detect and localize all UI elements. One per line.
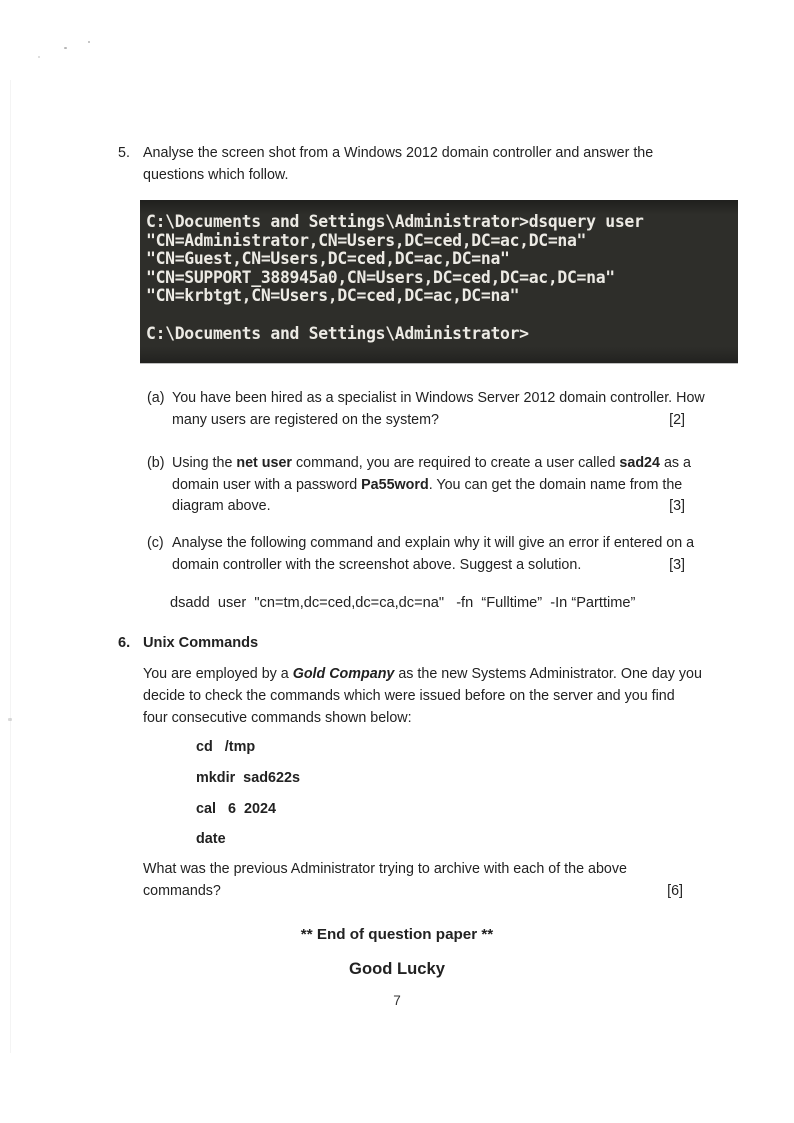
text-segment: sad24 [619,455,660,471]
part-a-label: (a) [147,390,165,406]
text-segment: command, you are required to create a user called [292,455,620,471]
part-b-line [172,475,685,497]
question-5-part-b [147,453,691,518]
scan-edge-line [10,80,11,1053]
part-a-body [172,388,705,431]
intro-line: questions which follow. [143,166,289,183]
question-5-part-a [147,388,705,431]
terminal-line: "CN=Guest,CN=Users,DC=ced,DC=ac,DC=na" [146,249,510,269]
part-c-label: (c) [147,535,164,551]
text-segment: diagram above. [172,498,271,514]
part-b-text [172,453,691,518]
text-segment: domain user with a password [172,476,362,493]
intro-line: Analyse the screen shot from a Windows 2012 domain controller and answer the [143,145,654,161]
question-6-closing [143,859,683,903]
part-b-marks: [3] [669,498,685,514]
text-segment: four consecutive commands shown below: [143,709,412,726]
question-5-intro-text [143,143,653,186]
question-6-marks: [6] [667,882,683,899]
paragraph-line [143,664,702,686]
part-a-line: many users are registered on the system? [172,411,439,428]
text-segment: net user [236,455,292,471]
unix-command: date [196,831,226,848]
terminal-screenshot [140,200,738,363]
terminal-output [146,213,732,343]
question-6-paragraph [143,664,702,729]
closing-line: What was the previous Administrator trying to archive with each of the above [143,861,627,877]
unix-commands [196,737,300,850]
text-segment: Using the [172,455,237,471]
question-6-heading [118,635,258,651]
part-b-body [172,453,691,518]
paragraph-line [143,708,702,730]
terminal-line [146,306,732,325]
scan-speck [88,41,90,43]
closing-line: commands? [143,882,221,899]
question-6-number: 6. [118,635,131,651]
unix-command: cd /tmp [196,739,256,755]
part-a-marks: [2] [669,411,685,428]
scan-speck [38,56,40,58]
part-c-text [172,533,695,576]
paragraph-line [143,686,702,708]
question-6-closing-text [143,859,683,903]
question-5-part-c [147,533,695,576]
unix-command: mkdir sad622s [196,769,300,786]
terminal-line: C:\Documents and Settings\Administrator> [146,323,529,343]
terminal-line: "CN=Administrator,CN=Users,DC=ced,DC=ac,DC=na" [146,230,587,250]
text-segment: . You can get the domain name from the [428,476,683,493]
terminal-line: C:\Documents and Settings\Administrator>dsquery user [146,212,644,231]
unix-command-list [196,737,300,860]
question-6-paragraph-text [143,664,702,729]
question-5-number: 5. [118,145,130,161]
end-of-paper-text: ** End of question paper ** [300,926,494,943]
scan-speck [64,47,67,49]
part-c-body [172,533,695,576]
terminal-line: "CN=SUPPORT_388945a0,CN=Users,DC=ced,DC=ac,DC=na" [146,267,615,287]
dsadd-command-text: dsadd user "cn=tm,dc=ced,dc=ca,dc=na" -fn “Fulltime” -In “Parttime” [170,595,636,611]
page-number: 7 [393,993,401,1008]
text-segment: You are employed by a [143,666,293,682]
question-6-closing-body [143,859,683,903]
scan-speck [8,718,12,721]
question-6-title: Unix Commands [143,635,259,651]
text-segment: as a [659,455,691,471]
text-segment: as the new Systems Administrator. One day you [394,666,702,682]
text-segment: Pa55word [361,476,429,493]
part-c-line: Analyse the following command and explain why it will give an error if entered on a [172,535,695,551]
part-c-line: domain controller with the screenshot above. Suggest a solution. [172,556,582,573]
unix-command: cal 6 2024 [196,800,277,817]
part-b-line [172,496,685,518]
part-b-label: (b) [147,455,165,471]
terminal-line: "CN=krbtgt,CN=Users,DC=ced,DC=ac,DC=na" [146,286,520,306]
part-b-line [172,453,691,475]
part-c-marks: [3] [669,556,685,573]
question-5-intro [118,143,653,186]
part-a-line: You have been hired as a specialist in Windows Server 2012 domain controller. How [172,390,705,406]
part-a-text [172,388,705,431]
signoff-text: Good Lucky [349,959,445,978]
text-segment: Gold Company [292,666,395,682]
text-segment: decide to check the commands which were issued before on the server and you find [143,687,675,704]
